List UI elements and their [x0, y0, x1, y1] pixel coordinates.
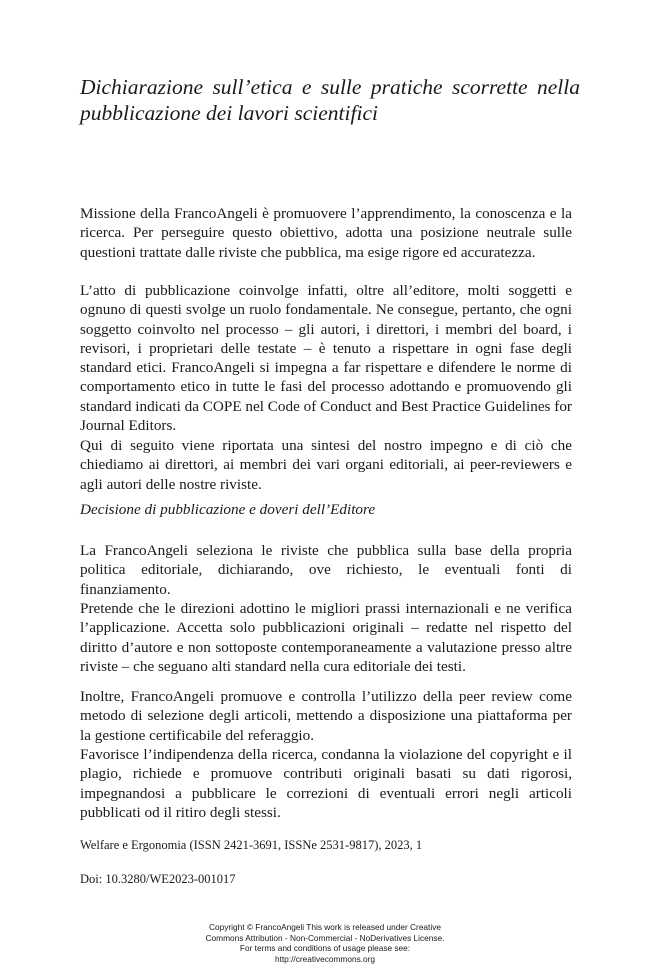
- license-line: For terms and conditions of usage please see:: [239, 943, 411, 954]
- intro-paragraph-summary: Qui di seguito viene riportata una sintesi del nostro impegno e di ciò che chiediamo ai direttori, ai membri dei vari organi editoriali, ai peer-reviewers e agli autori delle nostre riviste.: [80, 437, 572, 493]
- section-paragraph-peer-review: Inoltre, FrancoAngeli promuove e controlla l’utilizzo della peer review come metodo di selezione degli articoli, mettendo a disposizione una piattaforma per la gestione certificabile del referaggio.: [80, 688, 572, 744]
- license-line: Copyright © FrancoAngeli This work is released under Creative: [209, 922, 441, 932]
- section-paragraph-selection: La FrancoAngeli seleziona le riviste che pubblica sulla base della propria politica editoriale, dichiarando, ove richiesto, le eventuali fonti di finanziamento.: [80, 542, 572, 598]
- intro-paragraph-mission: Missione della FrancoAngeli è promuovere l’apprendimento, la conoscenza e la ricerca. Per perseguire questo obiettivo, adotta una posizione neutrale sulle questioni trattate dalle riviste che pubblica, ma esige rigore ed accuratezza.: [80, 205, 572, 261]
- journal-info: Welfare e Ergonomia (ISSN 2421-3691, ISSNe 2531-9817), 2023, 1: [80, 838, 423, 852]
- doi: Doi: 10.3280/WE2023-001017: [80, 872, 236, 886]
- intro-paragraph-ethics: L’atto di pubblicazione coinvolge infatti, oltre all’editore, molti soggetti e ognuno di questi svolge un ruolo fondamentale. Ne consegue, pertanto, che ogni soggetto coinvolto nel processo – gli autori, i direttori, i membri del board, i revisori, i proprietari delle testate – è tenuto a rispettare in ogni fase degli standard etici. FrancoAngeli si impegna a far rispettare e difendere le norme di comportamento etico in tutte le fasi del processo adottando e promuovendo gli standard indicati da COPE nel Code of Conduct and Best Practice Guidelines for Journal Editors.: [80, 282, 572, 435]
- license-line: Commons Attribution - Non-Commercial - NoDerivatives License.: [205, 932, 445, 943]
- section-paragraph-practices: Pretende che le direzioni adottino le migliori prassi internazionali e ne verifica l’applicazione. Accetta solo pubblicazioni originali – redatte nel rispetto del diritto d’autore e non sottoposte contemporaneamente a valutazione presso altre riviste – che seguano alti standard nella cura editoriale dei testi.: [80, 600, 572, 675]
- section-heading: Decisione di pubblicazione e doveri dell’Editore: [80, 501, 376, 518]
- license-link[interactable]: http://creativecommons.org: [274, 953, 376, 964]
- section-paragraph-independence: Favorisce l’indipendenza della ricerca, condanna la violazione del copyright e il plagio, richiede e promuove contributi originali basati su dati rigorosi, impegnandosi a pubblicare le correzioni di eventuali errori negli articoli pubblicati od il ritiro degli stessi.: [80, 746, 572, 821]
- page-title: Dichiarazione sull’etica e sulle pratiche scorrette nella pubblicazione dei lavori scientifici: [80, 75, 580, 125]
- license-notice: [0, 922, 650, 964]
